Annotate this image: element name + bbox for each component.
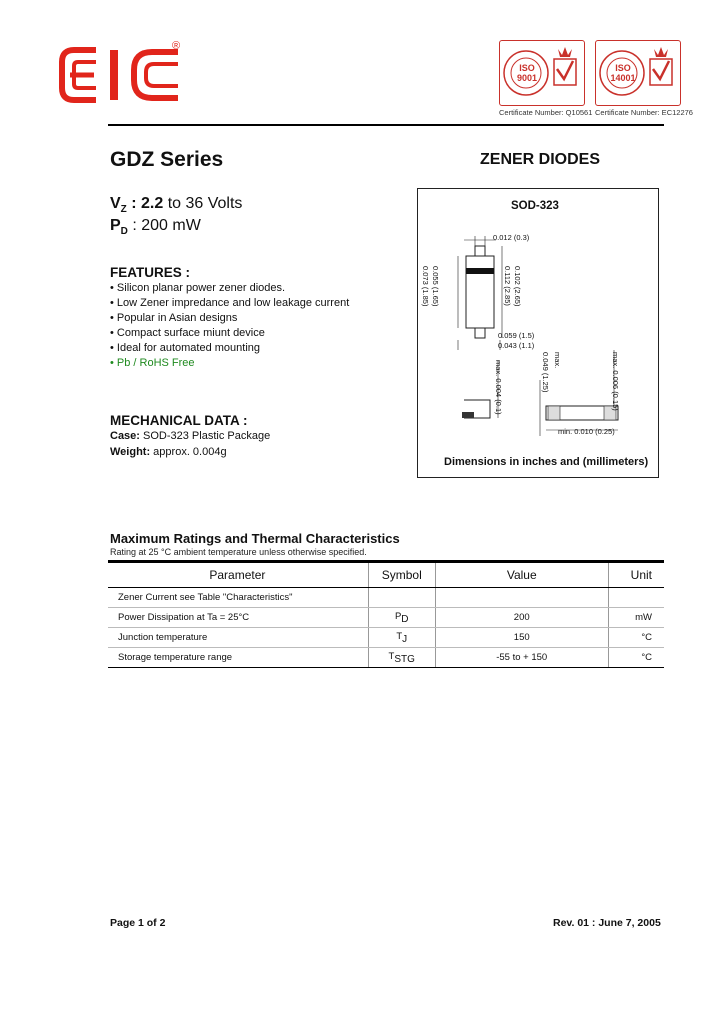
table-row: [108, 608, 664, 628]
dim-thickness: 0.049 (1.25): [541, 352, 550, 393]
dim-total-length-max: 0.112 (2.85): [503, 266, 512, 306]
feature-item-rohs: • Pb / RoHS Free: [110, 357, 195, 369]
cell-parameter: Zener Current see Table "Characteristics": [108, 588, 368, 608]
iso-9001-label: ISO 9001: [516, 63, 538, 83]
product-category: ZENER DIODES: [480, 151, 601, 168]
table-row: [108, 628, 664, 648]
dimensions-caption: Dimensions in inches and (millimeters): [444, 456, 649, 468]
mechanical-heading: MECHANICAL DATA :: [110, 413, 248, 428]
feature-item: • Compact surface miunt device: [110, 327, 265, 339]
cell-unit: mW: [608, 608, 664, 628]
sod323-drawing: [418, 220, 656, 452]
dim-min-length: min. 0.010 (0.25): [558, 427, 615, 436]
ratings-table: [108, 560, 664, 668]
col-unit: Unit: [608, 562, 664, 588]
dim-body-length-max: 0.073 (1.85): [421, 266, 430, 307]
vz-spec: $V_Z$ : 2.2 to 36 Volts: [110, 195, 243, 216]
package-title: SOD-323: [511, 200, 559, 212]
iso-9001-seal-icon: [500, 41, 584, 105]
dim-thickness-max: max.: [553, 352, 562, 369]
cell-value: 150: [435, 628, 608, 648]
dim-body-length-min: 0.055 (1.65): [431, 266, 440, 307]
cell-symbol: $T_{STG}$: [368, 648, 435, 668]
ratings-note: Rating at 25 °C ambient temperature unless otherwise specified.: [110, 547, 367, 557]
feature-item: • Silicon planar power zener diodes.: [110, 282, 286, 294]
features-heading: FEATURES :: [110, 265, 190, 280]
iso-14001-label: ISO 14001: [610, 63, 636, 83]
cert2-number: Certificate Number: EC12276: [595, 108, 693, 117]
header-divider: [108, 124, 664, 126]
dim-lead-max: 0.059 (1.5): [498, 331, 535, 340]
col-symbol: Symbol: [368, 562, 435, 588]
ratings-title: Maximum Ratings and Thermal Characteristics: [110, 531, 400, 546]
cell-unit: [608, 588, 664, 608]
revision-date: Rev. 01 : June 7, 2005: [553, 917, 661, 929]
registered-mark: ®: [172, 40, 181, 52]
page-title: GDZ Series: [110, 148, 224, 171]
table-row: [108, 588, 664, 608]
cell-unit: °C: [608, 648, 664, 668]
iso-14001-badge: [595, 40, 681, 106]
features-list: [110, 281, 349, 371]
cathode-band: [466, 268, 494, 274]
feature-item: • Ideal for automated mounting: [110, 342, 260, 354]
mechanical-data: [110, 429, 270, 460]
cell-value: [435, 588, 608, 608]
eic-logo: [56, 40, 184, 110]
dim-total-length-min: 0.102 (2.65): [513, 266, 522, 307]
iso-9001-badge: [499, 40, 585, 106]
dim-height: max. 0.004 (0.1): [494, 360, 503, 415]
dim-width: 0.012 (0.3): [493, 233, 530, 242]
cell-parameter: Power Dissipation at Ta = 25°C: [108, 608, 368, 628]
cell-value: 200: [435, 608, 608, 628]
page-number: Page 1 of 2: [110, 917, 166, 929]
cell-symbol: [368, 588, 435, 608]
cell-value: -55 to + 150: [435, 648, 608, 668]
cell-parameter: Storage temperature range: [108, 648, 368, 668]
col-parameter: Parameter: [108, 562, 368, 588]
col-value: Value: [435, 562, 608, 588]
cell-parameter: Junction temperature: [108, 628, 368, 648]
case-line: Case: SOD-323 Plastic Package: [110, 430, 271, 442]
cert1-number: Certificate Number: Q10561: [499, 108, 593, 117]
weight-line: Weight: approx. 0.004g: [110, 445, 227, 458]
dim-lead-min: 0.043 (1.1): [498, 341, 535, 350]
table-row: [108, 648, 664, 668]
lead-bottom: [475, 328, 485, 338]
feature-item: • Popular in Asian designs: [110, 312, 238, 324]
cell-symbol: $P_D$: [368, 608, 435, 628]
pd-spec: $P_D$ : 200 mW: [110, 217, 201, 238]
dim-lead-thickness: max. 0.006 (0.15): [611, 352, 620, 411]
feature-item: • Low Zener impredance and low leakage current: [110, 297, 350, 309]
cell-unit: °C: [608, 628, 664, 648]
lead-top: [475, 246, 485, 256]
cell-symbol: $T_J$: [368, 628, 435, 648]
package-body-top-view: [466, 256, 494, 328]
